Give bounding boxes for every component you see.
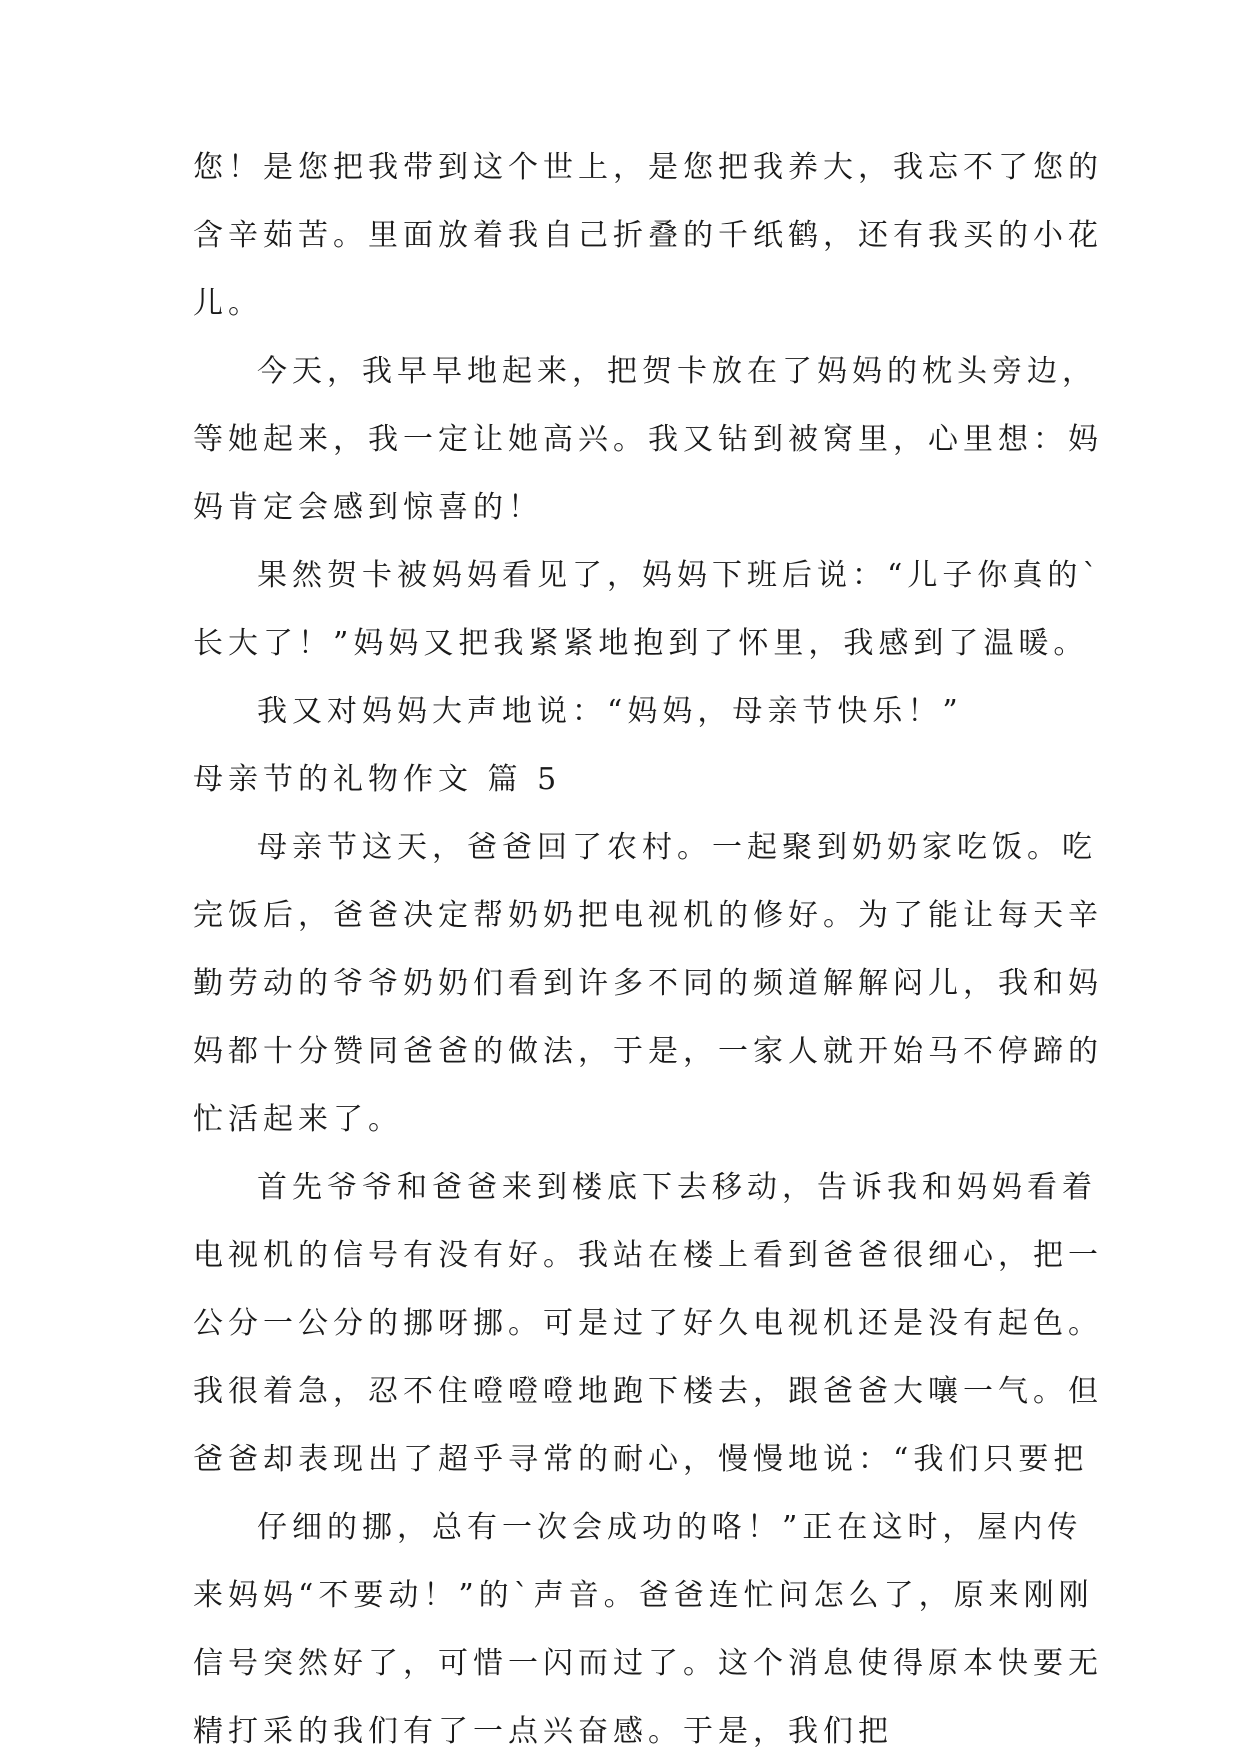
text-line: 电视机的信号有没有好。我站在楼上看到爸爸很细心，把一 xyxy=(193,1238,1103,1273)
text-line: 等她起来，我一定让她高兴。我又钻到被窝里，心里想：妈 xyxy=(193,422,1103,457)
text-line: 爸爸却表现出了超乎寻常的耐心，慢慢地说：“我们只要把 xyxy=(193,1442,1089,1477)
text-line: 果然贺卡被妈妈看见了，妈妈下班后说：“儿子你真的` xyxy=(257,558,1103,593)
text-line: 信号突然好了，可惜一闪而过了。这个消息使得原本快要无 xyxy=(193,1646,1103,1681)
text-line: 妈都十分赞同爸爸的做法，于是，一家人就开始马不停蹄的 xyxy=(193,1034,1103,1069)
text-line: 来妈妈“不要动！”的`声音。爸爸连忙问怎么了，原来刚刚 xyxy=(193,1578,1094,1613)
text-line: 妈肯定会感到惊喜的！ xyxy=(193,490,543,525)
text-line: 含辛茹苦。里面放着我自己折叠的千纸鹤，还有我买的小花 xyxy=(193,218,1103,253)
text-line: 长大了！”妈妈又把我紧紧地抱到了怀里，我感到了温暖。 xyxy=(193,626,1089,661)
text-line: 勤劳动的爷爷奶奶们看到许多不同的频道解解闷儿，我和妈 xyxy=(193,966,1103,1001)
text-line: 仔细的挪，总有一次会成功的咯！”正在这时，屋内传 xyxy=(257,1510,1083,1545)
text-line: 您！是您把我带到这个世上，是您把我养大，我忘不了您的 xyxy=(193,150,1103,185)
text-line: 忙活起来了。 xyxy=(193,1102,403,1137)
text-line: 儿。 xyxy=(193,286,263,321)
text-line: 完饭后，爸爸决定帮奶奶把电视机的修好。为了能让每天辛 xyxy=(193,898,1103,933)
text-line: 我很着急，忍不住噔噔噔地跑下楼去，跟爸爸大嚷一气。但 xyxy=(193,1374,1103,1409)
section-heading: 母亲节的礼物作文 篇 5 xyxy=(193,762,562,797)
text-line: 首先爷爷和爸爸来到楼底下去移动，告诉我和妈妈看着 xyxy=(257,1170,1097,1205)
text-line: 精打采的我们有了一点兴奋感。于是，我们把 xyxy=(193,1714,893,1749)
text-line: 公分一公分的挪呀挪。可是过了好久电视机还是没有起色。 xyxy=(193,1306,1103,1341)
text-line: 今天，我早早地起来，把贺卡放在了妈妈的枕头旁边， xyxy=(257,354,1097,389)
text-line: 我又对妈妈大声地说：“妈妈，母亲节快乐！” xyxy=(257,694,963,729)
text-line: 母亲节这天，爸爸回了农村。一起聚到奶奶家吃饭。吃 xyxy=(257,830,1097,865)
